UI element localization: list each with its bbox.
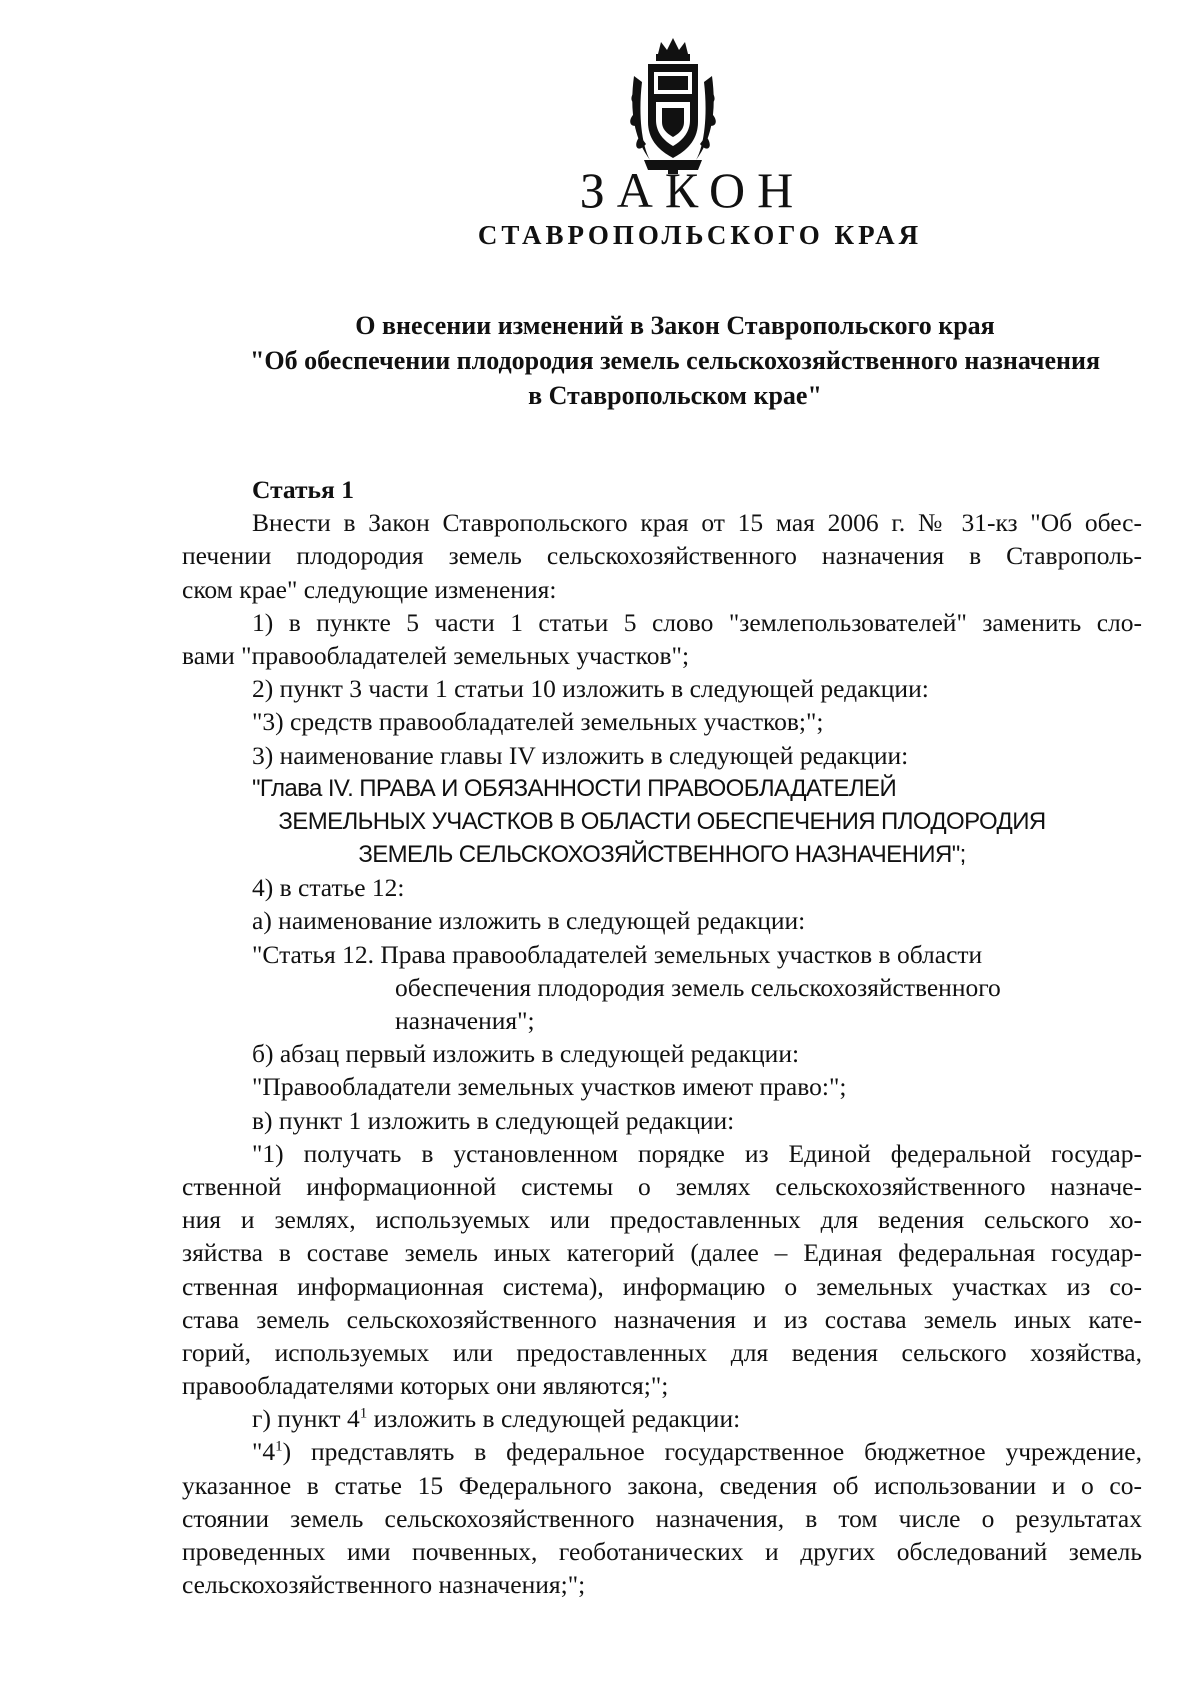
paragraph-line: "Правообладатели земельных участков имеют право:"; [252,1072,847,1102]
heading-line: в Ставропольском крае" [528,381,822,410]
paragraph-line: 3) наименование главы IV изложить в следующей редакции: [252,740,909,770]
law-title: ЗАКОН [579,162,806,218]
paragraph-line: вами "правообладателей земельных участков"; [182,640,690,670]
paragraph-line: а) наименование изложить в следующей редакции: [252,906,806,936]
emblem-icon [628,36,718,176]
paragraph-line: печении плодородия земель сельскохозяйственного назначения в Ставрополь- [182,541,1142,571]
paragraph-line: "3) средств правообладателей земельных участков;"; [252,707,824,737]
text-span: изложить в следующей редакции: [367,1404,741,1434]
text-span: "4 [252,1437,276,1467]
article12-title-line: назначения"; [395,1006,535,1035]
heading-line: "Об обеспечении плодородия земель сельскохозяйственного назначения [249,346,1101,375]
paragraph-line: ственной информационной системы о землях сельскохозяйственного назначе- [182,1171,1142,1201]
paragraph-line: ском крае" следующие изменения: [182,574,557,604]
paragraph-line: стоянии земель сельскохозяйственного назначения, в том числе о результатах [182,1503,1142,1533]
paragraph-line: правообладателями которых они являются;"; [182,1371,669,1401]
chapter-title-line: "Глава IV. ПРАВА И ОБЯЗАННОСТИ ПРАВООБЛАДАТЕЛЕЙ [252,774,897,802]
paragraph-line [182,1402,1142,1435]
paragraph-line: "1) получать в установленном порядке из Единой федеральной государ- [252,1138,1142,1168]
law-subtitle: СТАВРОПОЛЬСКОГО КРАЯ [477,220,923,250]
coat-of-arms-emblem [628,36,718,176]
paragraph-line: 1) в пункте 5 части 1 статьи 5 слово "землепользователей" заменить сло- [252,607,1142,637]
paragraph-line: горий, используемых или предоставленных для ведения сельского хозяйства, [182,1337,1142,1367]
law-body [182,473,1142,1601]
paragraph-line: сельскохозяйственного назначения;"; [182,1570,586,1600]
paragraph-line: 4) в статье 12: [252,873,405,903]
paragraph-line [182,1435,1142,1468]
paragraph-line: ственная информационная система), информацию о земельных участках из со- [182,1271,1142,1301]
paragraph-line: зяйства в составе земель иных категорий (далее – Единая федеральная государ- [182,1238,1142,1268]
chapter-title-line: ЗЕМЕЛЬНЫХ УЧАСТКОВ В ОБЛАСТИ ОБЕСПЕЧЕНИЯ ПЛОДОРОДИЯ [278,807,1046,835]
paragraph-line: б) абзац первый изложить в следующей редакции: [252,1039,800,1069]
heading-line: О внесении изменений в Закон Ставропольского края [355,311,995,340]
article12-title-line: "Статья 12. Права правообладателей земельных участков в области [252,939,983,969]
superscript: 1 [275,1438,283,1455]
article12-title-line: обеспечения плодородия земель сельскохозяйственного [395,972,1001,1002]
text-span: ) представлять в федеральное государственное бюджетное учреждение, [282,1437,1142,1467]
chapter-title-line: ЗЕМЕЛЬ СЕЛЬСКОХОЗЯЙСТВЕННОГО НАЗНАЧЕНИЯ"; [358,841,966,869]
paragraph-line: ния и землях, используемых или предоставленных для ведения сельского хо- [182,1205,1142,1235]
text-span: г) пункт 4 [252,1404,360,1434]
paragraph-line: става земель сельскохозяйственного назначения и из состава земель иных кате- [182,1304,1142,1334]
paragraph-line: Внести в Закон Ставропольского края от 15 мая 2006 г. № 31-кз "Об обес- [252,508,1142,538]
paragraph-line: указанное в статье 15 Федерального закона, сведения об использовании и о со- [182,1470,1142,1500]
article-title: Статья 1 [252,475,354,504]
paragraph-line: в) пункт 1 изложить в следующей редакции: [252,1105,735,1135]
law-heading [210,308,1140,413]
paragraph-line: 2) пункт 3 части 1 статьи 10 изложить в следующей редакции: [252,674,929,704]
superscript: 1 [359,1405,368,1422]
paragraph-line: проведенных ими почвенных, геоботанических и других обследований земель [182,1537,1142,1566]
